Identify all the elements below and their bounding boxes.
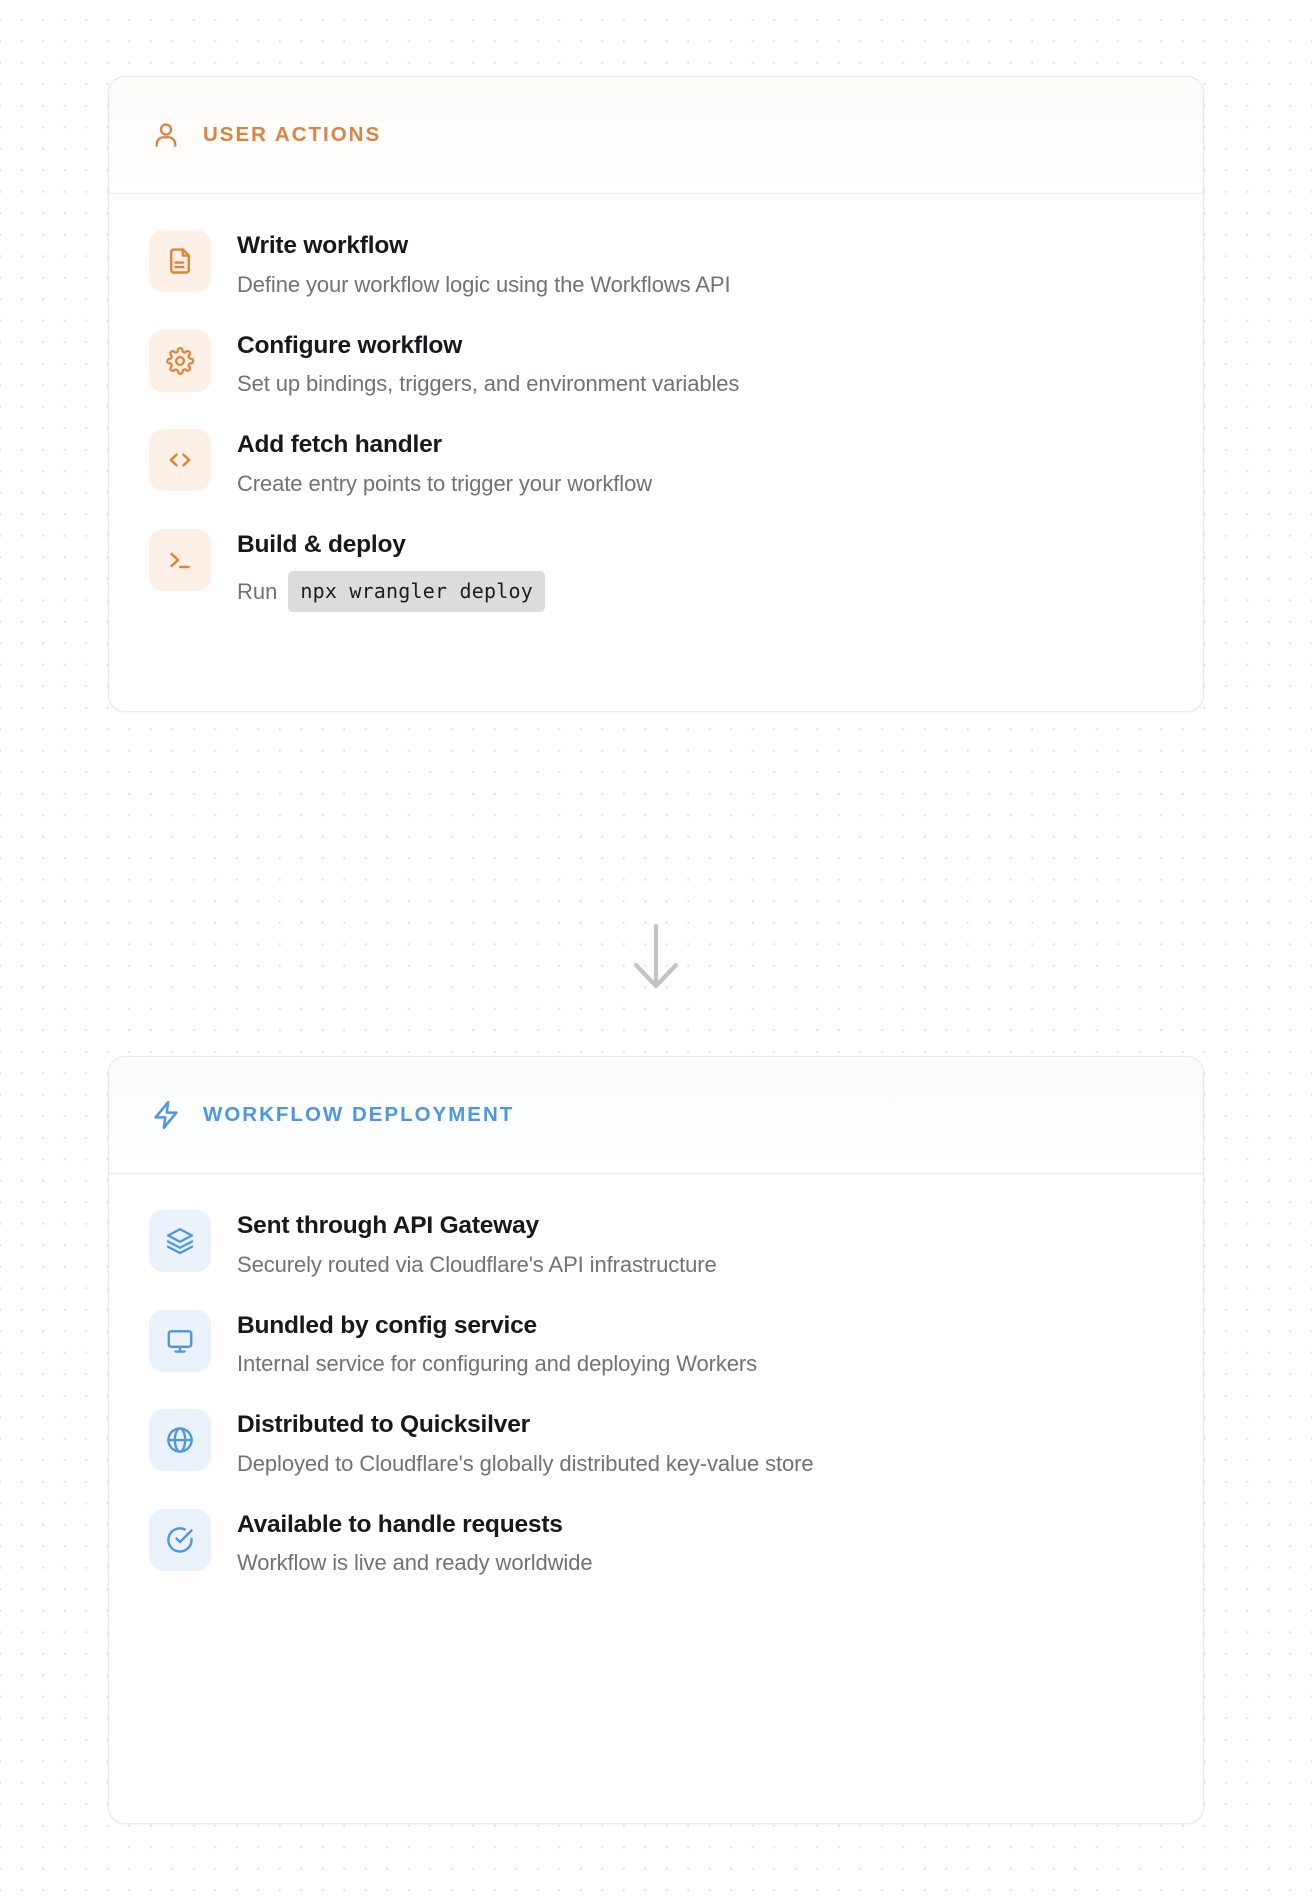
list-item-description: Define your workflow logic using the Workflows API	[237, 271, 731, 297]
card-user-actions	[108, 76, 1204, 712]
run-label: Run	[237, 578, 278, 604]
list-item-text	[237, 1308, 757, 1380]
list-item-title: Write workflow	[237, 232, 408, 259]
card-header-workflow-deployment	[109, 1057, 1203, 1174]
list-item-title: Bundled by config service	[237, 1311, 537, 1339]
card-title-user-actions: USER ACTIONS	[203, 123, 382, 146]
list-item-text	[237, 328, 739, 400]
arrow-down-icon	[621, 922, 691, 994]
list-item-description: Workflow is live and ready worldwide	[237, 1550, 593, 1576]
list-item-bundled-by-config-service[interactable]	[149, 1308, 1163, 1380]
check-circle-icon	[149, 1509, 211, 1571]
list-item-text	[237, 1407, 814, 1479]
list-item-title: Build & deploy	[237, 530, 406, 558]
list-item-description: Create entry points to trigger your workflow	[237, 470, 652, 496]
list-item-description: Securely routed via Cloudflare's API infrastructure	[237, 1251, 717, 1277]
layers-icon	[149, 1210, 211, 1272]
list-item-write-workflow[interactable]	[149, 228, 1163, 300]
file-document-icon	[149, 230, 211, 292]
gear-icon	[149, 330, 211, 392]
list-item-build-and-deploy[interactable]	[149, 527, 1163, 613]
list-item-title: Configure workflow	[237, 331, 463, 359]
list-item-description: Deployed to Cloudflare's globally distributed key-value store	[237, 1450, 814, 1476]
list-item-text	[237, 228, 730, 300]
list-item-available-to-handle-requests[interactable]	[149, 1507, 1163, 1579]
list-item-sent-through-api-gateway[interactable]	[149, 1208, 1163, 1280]
list-item-title: Add fetch handler	[237, 431, 442, 458]
list-item-description: Set up bindings, triggers, and environment variables	[237, 371, 740, 397]
list-item-title: Sent through API Gateway	[237, 1212, 539, 1239]
list-item-text	[237, 527, 545, 613]
list-item-text	[237, 1208, 717, 1280]
terminal-icon	[149, 529, 211, 591]
code-brackets-icon	[149, 429, 211, 491]
list-item-title: Distributed to Quicksilver	[237, 1411, 530, 1438]
list-item-distributed-to-quicksilver[interactable]	[149, 1407, 1163, 1479]
list-item-text	[237, 427, 652, 499]
list-item-title: Available to handle requests	[237, 1510, 563, 1538]
list-item-text	[237, 1507, 592, 1579]
list-item-description	[237, 571, 545, 612]
list-item-description: Internal service for configuring and deploying Workers	[237, 1351, 758, 1377]
user-icon	[149, 118, 183, 152]
list-item-add-fetch-handler[interactable]	[149, 427, 1163, 499]
card-body-user-actions	[109, 194, 1203, 612]
card-body-workflow-deployment	[109, 1174, 1203, 1578]
list-item-configure-workflow[interactable]	[149, 328, 1163, 400]
card-title-workflow-deployment: WORKFLOW DEPLOYMENT	[203, 1103, 515, 1126]
globe-icon	[149, 1409, 211, 1471]
card-workflow-deployment	[108, 1056, 1204, 1824]
monitor-icon	[149, 1310, 211, 1372]
deploy-command-chip[interactable]: npx wrangler deploy	[288, 571, 545, 612]
lightning-bolt-icon	[149, 1098, 183, 1132]
card-header-user-actions	[109, 77, 1203, 194]
